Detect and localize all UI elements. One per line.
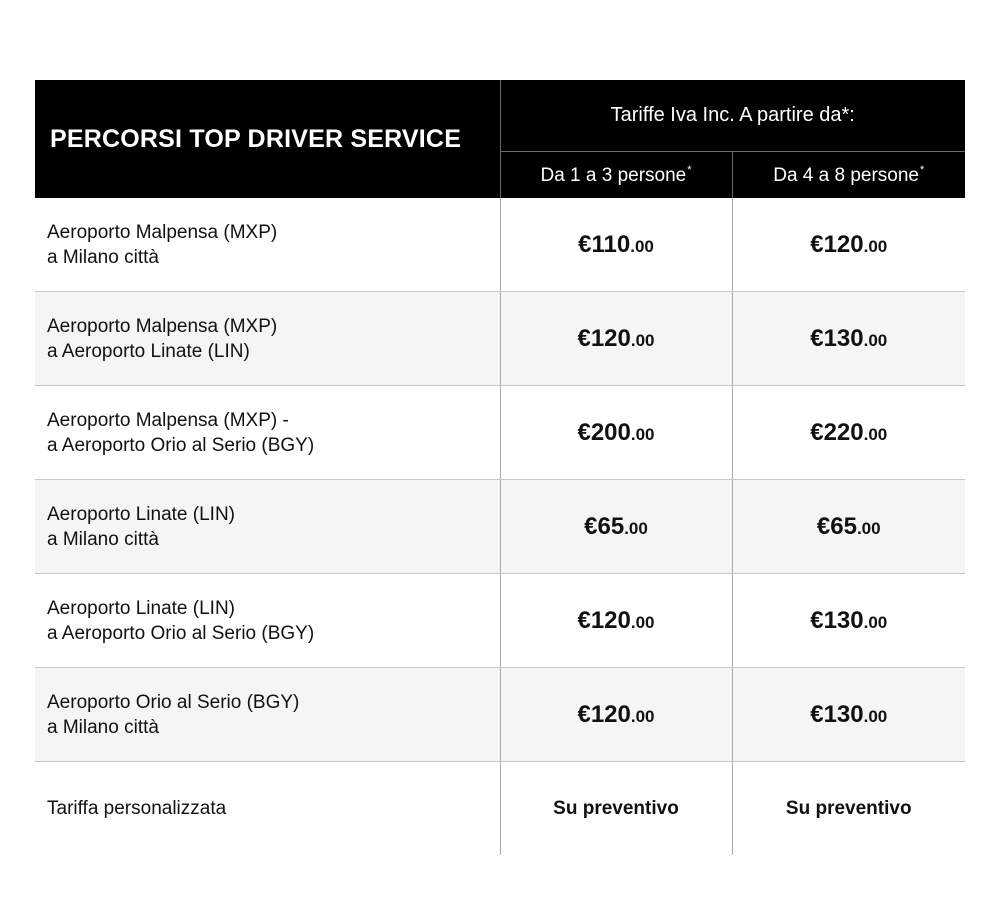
route-destination: a Aeroporto Orio al Serio (BGY) — [47, 434, 315, 456]
price-main: €120 — [577, 700, 631, 728]
price-table — [35, 80, 965, 855]
route-name — [35, 668, 500, 762]
table-row — [35, 574, 965, 668]
route-name — [35, 292, 500, 386]
price-1-3 — [500, 668, 732, 762]
price-cents: .00 — [630, 236, 654, 256]
group-header-1-3 — [500, 152, 732, 199]
price-4-8 — [732, 574, 965, 668]
price-main: €110 — [578, 230, 631, 258]
price-cents: .00 — [856, 518, 881, 538]
route-name — [35, 386, 500, 480]
route-destination: a Milano città — [47, 716, 159, 738]
table-row — [35, 198, 965, 292]
price-1-3 — [500, 480, 732, 574]
price-cents: .00 — [624, 518, 648, 538]
price-1-3 — [500, 198, 732, 292]
price-cents: .00 — [863, 612, 888, 632]
route-destination: a Aeroporto Linate (LIN) — [47, 340, 250, 362]
route-destination: a Milano città — [47, 528, 159, 550]
route-destination: a Aeroporto Orio al Serio (BGY) — [47, 622, 315, 644]
price-1-3 — [500, 386, 732, 480]
route-origin: Aeroporto Malpensa (MXP) - — [47, 409, 289, 431]
custom-rate-row — [35, 762, 965, 856]
price-main: €65 — [584, 512, 625, 540]
table-header-row — [35, 80, 965, 152]
route-origin: Aeroporto Orio al Serio (BGY) — [47, 691, 300, 713]
table-row — [35, 292, 965, 386]
group-label: Da 4 a 8 persone — [773, 164, 919, 186]
footnote-mark: * — [687, 163, 692, 176]
table-row — [35, 668, 965, 762]
route-name — [35, 574, 500, 668]
price-main: €130 — [810, 324, 864, 352]
price-main: €130 — [810, 700, 864, 728]
footnote-mark: * — [919, 163, 925, 176]
price-cents: .00 — [863, 330, 888, 350]
route-name — [35, 198, 500, 292]
price-4-8 — [732, 668, 965, 762]
price-main: €120 — [577, 606, 631, 634]
price-cents: .00 — [630, 612, 655, 632]
price-cents: .00 — [863, 706, 888, 726]
price-4-8 — [732, 386, 965, 480]
price-cents: .00 — [863, 424, 888, 444]
price-1-3 — [500, 574, 732, 668]
route-destination: a Milano città — [47, 246, 159, 268]
price-cents: .00 — [630, 330, 655, 350]
table-row — [35, 480, 965, 574]
price-4-8 — [732, 292, 965, 386]
price-main: €220 — [810, 418, 864, 446]
price-cents: .00 — [630, 424, 655, 444]
price-4-8 — [732, 198, 965, 292]
group-header-4-8 — [732, 152, 965, 199]
quote-4-8: Su preventivo — [732, 762, 965, 856]
price-main: €200 — [577, 418, 631, 446]
quote-1-3: Su preventivo — [500, 762, 732, 856]
route-name — [35, 480, 500, 574]
group-label: Da 1 a 3 persone — [540, 164, 687, 186]
price-main: €120 — [810, 230, 864, 258]
route-origin: Aeroporto Malpensa (MXP) — [47, 221, 278, 243]
price-main: €130 — [810, 606, 864, 634]
price-main: €120 — [577, 324, 631, 352]
price-1-3 — [500, 292, 732, 386]
route-origin: Aeroporto Linate (LIN) — [47, 597, 235, 619]
price-cents: .00 — [863, 236, 888, 256]
table-title: PERCORSI TOP DRIVER SERVICE — [35, 80, 500, 198]
custom-rate-label: Tariffa personalizzata — [35, 762, 500, 856]
price-cents: .00 — [630, 706, 655, 726]
table-row — [35, 386, 965, 480]
route-origin: Aeroporto Linate (LIN) — [47, 503, 235, 525]
tariff-header: Tariffe Iva Inc. A partire da*: — [500, 80, 965, 152]
route-origin: Aeroporto Malpensa (MXP) — [47, 315, 278, 337]
price-main: €65 — [816, 512, 857, 540]
price-4-8 — [732, 480, 965, 574]
